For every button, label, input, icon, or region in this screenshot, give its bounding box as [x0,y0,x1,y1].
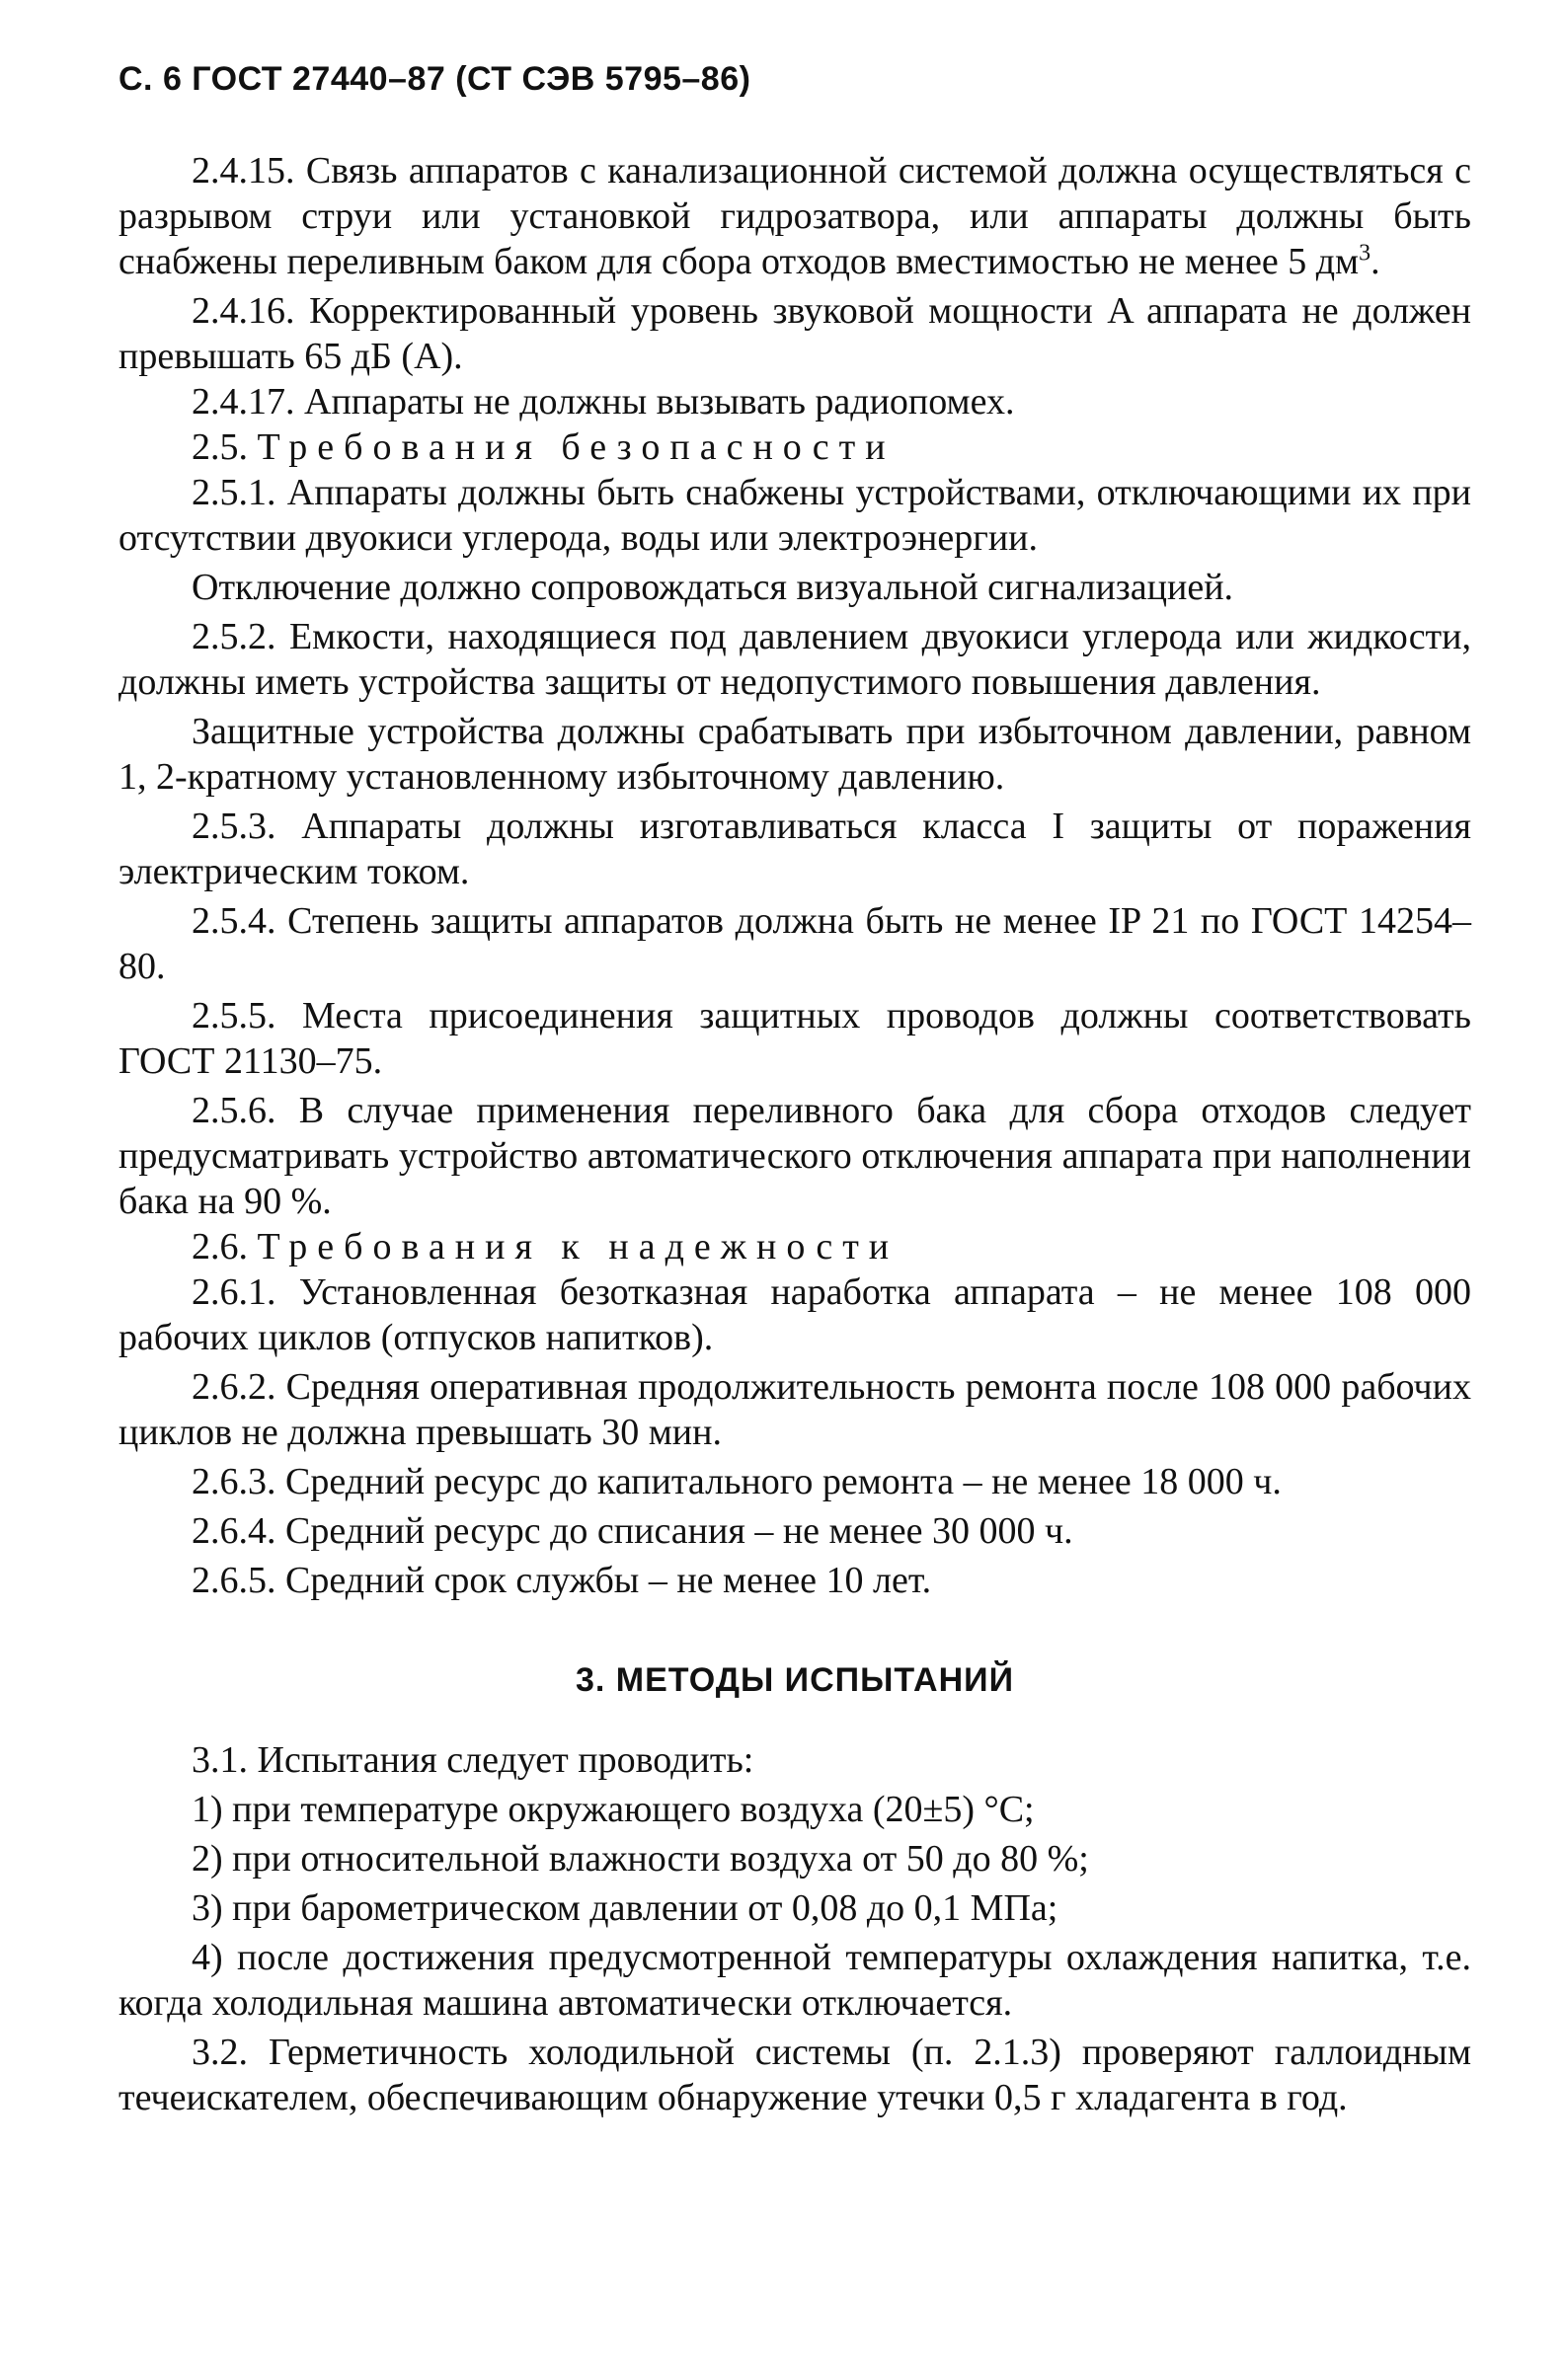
paragraph-2-6-4: 2.6.4. Средний ресурс до списания – не менее 30 000 ч. [192,1510,1073,1552]
heading-2-6 [118,1224,1471,1269]
heading-2-5-title: Требования безопасности [257,426,896,468]
paragraph-2-5-2: 2.5.2. Емкости, находящиеся под давлением двуокиси углерода или жидкости, должны иметь устройства защиты от недопустимого повышения давления. [118,616,1471,703]
paragraph-2-4-17: 2.4.17. Аппараты не должны вызывать радиопомех. [192,381,1015,422]
paragraph-2-4-15-text: 2.4.15. Связь аппаратов с канализационной системой должна осуществляться с разрывом струи или установкой гидрозатвора, или аппараты должны быть снабжены переливным баком для сбора отходов вместимостью не менее 5 дм [118,150,1471,282]
heading-2-6-title: Требования к надежности [257,1226,900,1267]
heading-2-5-number: 2.5. [192,426,248,468]
paragraph-3-2: 3.2. Герметичность холодильной системы (п. 2.1.3) проверяют галлоидным течеискателем, обеспечивающим обнаружение утечки 0,5 г хладагента в год. [118,2032,1471,2118]
page-header: С. 6 ГОСТ 27440–87 (СТ СЭВ 5795–86) [118,60,751,98]
section-3-title: 3. МЕТОДЫ ИСПЫТАНИЙ [576,1661,1014,1699]
paragraph-2-5-5: 2.5.5. Места присоединения защитных проводов должны соответствовать ГОСТ 21130–75. [118,995,1471,1082]
paragraph-2-6-1: 2.6.1. Установленная безотказная наработка аппарата – не менее 108 000 рабочих циклов (отпусков напитков). [118,1271,1471,1358]
paragraph-2-6-3: 2.6.3. Средний ресурс до капитального ремонта – не менее 18 000 ч. [192,1461,1282,1502]
paragraph-2-4-15-end: . [1370,241,1380,282]
paragraph-2-5-1: 2.5.1. Аппараты должны быть снабжены устройствами, отключающими их при отсутствии двуокиси углерода, воды или электроэнергии. [118,472,1471,559]
paragraph-2-6-2: 2.6.2. Средняя оперативная продолжительность ремонта после 108 000 рабочих циклов не должна превышать 30 мин. [118,1366,1471,1453]
paragraph-2-5-2-b: Защитные устройства должны срабатывать при избыточном давлении, равном 1, 2-кратному установленному избыточному давлению. [118,711,1471,798]
paragraph-3-1: 3.1. Испытания следует проводить: [192,1739,754,1781]
list-item-3-1-3: 3) при барометрическом давлении от 0,08 до 0,1 МПа; [192,1887,1058,1929]
paragraph-2-5-1-b: Отключение должно сопровождаться визуальной сигнализацией. [192,567,1234,608]
paragraph-2-4-15 [118,148,1471,284]
paragraph-2-5-4: 2.5.4. Степень защиты аппаратов должна быть не менее IP 21 по ГОСТ 14254–80. [118,900,1471,987]
paragraph-2-5-6: 2.5.6. В случае применения переливного бака для сбора отходов следует предусматривать устройство автоматического отключения аппарата при наполнении бака на 90 %. [118,1090,1471,1222]
paragraph-2-4-16: 2.4.16. Корректированный уровень звуковой мощности A аппарата не должен превышать 65 дБ (A). [118,290,1471,377]
superscript-3: 3 [1359,240,1371,267]
document-page [118,59,1471,2120]
list-item-3-1-2: 2) при относительной влажности воздуха от 50 до 80 %; [192,1838,1089,1880]
list-item-3-1-1: 1) при температуре окружающего воздуха (20±5) °С; [192,1789,1035,1830]
heading-2-6-number: 2.6. [192,1226,248,1267]
list-item-3-1-4: 4) после достижения предусмотренной температуры охлаждения напитка, т.е. когда холодильная машина автоматически отключается. [118,1937,1471,2024]
heading-2-5 [118,424,1471,470]
paragraph-2-5-3: 2.5.3. Аппараты должны изготавливаться класса I защиты от поражения электрическим током. [118,806,1471,892]
paragraph-2-6-5: 2.6.5. Средний срок службы – не менее 10 лет. [192,1560,932,1601]
